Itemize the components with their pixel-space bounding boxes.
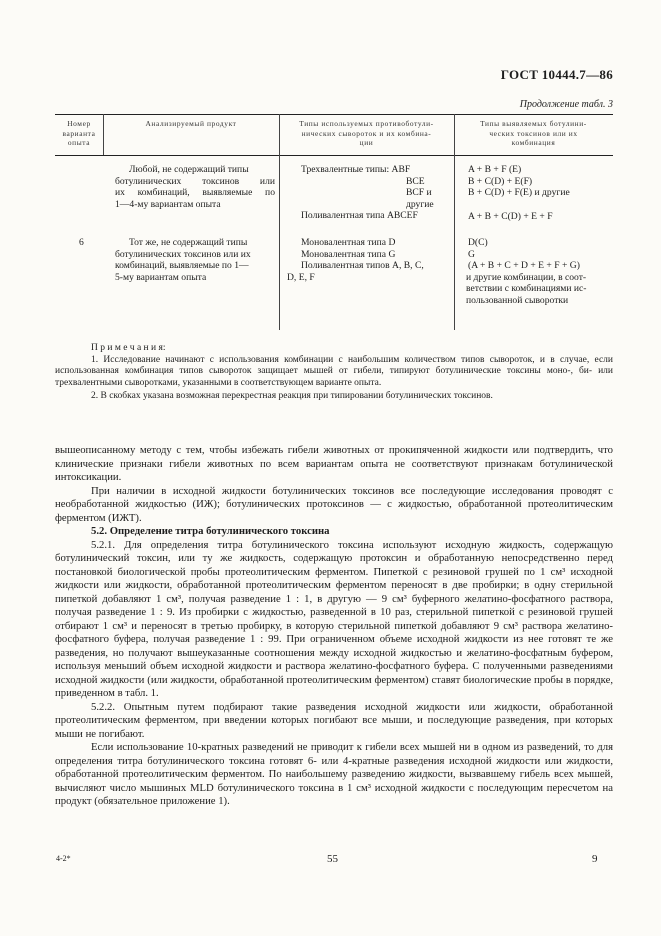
- table-top-rule: [55, 114, 613, 115]
- sheet-number: 9: [592, 853, 598, 865]
- header-product: Анализируемый продукт: [145, 119, 237, 128]
- row1-toxins: A + B + F (E) B + C(D) + E(F) B + C(D) + F(E) и другие A + B + C(D) + E + F: [468, 164, 570, 222]
- body-text: [55, 444, 613, 809]
- page-number: 55: [327, 853, 338, 865]
- row2-toxins: D(C) G (A + B + C + D + E + F + G) и другие комбинации, в соот- ветствии с комбинациями ис- пользованной сыворотки: [466, 237, 587, 306]
- paragraph: При наличии в исходной жидкости ботулинических токсинов все последующие исследования проводят с необработанной жидкостью (ИЖ); ботулинических протоксинов — с жидкостью, обработанной протеолитическим ферментом (ИЖТ).: [55, 484, 613, 524]
- table-notes: [55, 343, 613, 403]
- note-2: 2. В скобках указана возможная перекрестная реакция при типировании ботулинических токсинов.: [91, 391, 493, 402]
- paragraph: 5.2.1. Для определения титра ботулинического токсина используют исходную жидкость, содержащую ботулинический токсин, или ту же жидкость, содержащую протоксин и обработанную непосредственно перед постановкой биологической пробы протеолитическим ферментом. Пипеткой с резиновой грушей по 1 см³ исходной жидкости или жидкости, обработанной протеолитическим ферментом переносят в две пробирки; в одну стерильной пипеткой добавляют 1 см³, получая разведение 1 : 1, в другую — 9 см³ буферного желатино-фосфатного раствора, получая разведение 1 : 9. Из пробирки с жидкостью, разведенной в 10 раз, стерильной пипеткой с резиновой грушей отбирают 1 см³ и переносят в третью пробирку, в которую стерильной пипеткой добавляют 9 см³ раствора желатино-фосфатного буфера, получая разведение 1 : 99. При ограниченном объеме исходной жидкости из нее готовят те же разведения, но получают вышеуказанные соотношения между исходной жидкостью и желатино-фосфатным буфером, используя меньший объем исходной жидкости и раствора желатино-фосфатного буфера. С полученными разведениями исходной жидкости (или жидкости, обработанной протеолитическим ферментом) ставят биологические пробы в порядке, приведенном в табл. 1.: [55, 538, 613, 699]
- standard-number: ГОСТ 10444.7—86: [500, 67, 613, 82]
- table-continuation-label: Продолжение табл. 3: [519, 99, 613, 110]
- notes-title: П р и м е ч а н и я:: [91, 343, 166, 353]
- paragraph: 5.2.2. Опытным путем подбирают такие разведения исходной жидкости или жидкости, обработанной протеолитическим ферментом, при введении которых погибают все мыши, и последующие разведения, при которых мыши не погибают.: [55, 700, 613, 740]
- row1-product: Любой, не содержащий типы ботулинических токсинов или их комбинаций, выявляемые по 1—4-му вариантам опыта: [115, 164, 275, 210]
- print-mark: 4-2*: [56, 854, 71, 863]
- row2-variant: 6: [79, 237, 84, 248]
- header-variant: Номер варианта опыта: [62, 119, 96, 147]
- row1-sera: Трехвалентные типы: ABF BCE BCF и другие Поливалентная типа ABCEF: [301, 164, 434, 221]
- paragraph: Если использование 10-кратных разведений не приводит к гибели всех мышей ни в одном из разведений, то для определения титра ботулинического токсина готовят 6- или 4-кратные разведения исходной жидкости или жидкости, обработанной протеолитическим ферментом. По наибольшему разведению жидкости, вызвавшему гибель всех мышей, вычисляют число мышиных MLD ботулинического токсина в 1 см³ исходной жидкости с последующим пересчетом на продукт (обязательное приложение 1).: [55, 741, 613, 807]
- section-heading: 5.2. Определение титра ботулинического токсина: [91, 525, 330, 537]
- header-toxins: Типы выявляемых ботулини- ческих токсинов или их комбинация: [480, 119, 587, 147]
- row2-product: Тот же, не содержащий типы ботулинических токсинов или их комбинаций, выявляемые по 1— 5-му вариантам опыта: [115, 237, 251, 283]
- header-sera: Типы используемых противоботули- нических сывороток и их комбина- ции: [299, 119, 434, 147]
- table-header-rule: [55, 155, 613, 156]
- table: [55, 114, 613, 330]
- note-1: 1. Исследование начинают с использования комбинации с наибольшим количеством типов сывороток, и в случае, если использованная комбинация типов сывороток защищает мышей от гибели, типируют ботулинические токсины моно-, би- или трехвалентными сыворотками, указанными в соответствующем варианте опыта.: [55, 354, 613, 388]
- paragraph: вышеописанному методу с тем, чтобы избежать гибели животных от прокипяченной жидкости или подтвердить, что клинические признаки гибели животных по всем вариантам опыта не соответствуют признакам ботулинической интоксикации.: [55, 444, 613, 483]
- row2-sera: Моновалентная типа D Моновалентная типа G Поливалентная типов A, B, C, D, E, F: [287, 237, 424, 283]
